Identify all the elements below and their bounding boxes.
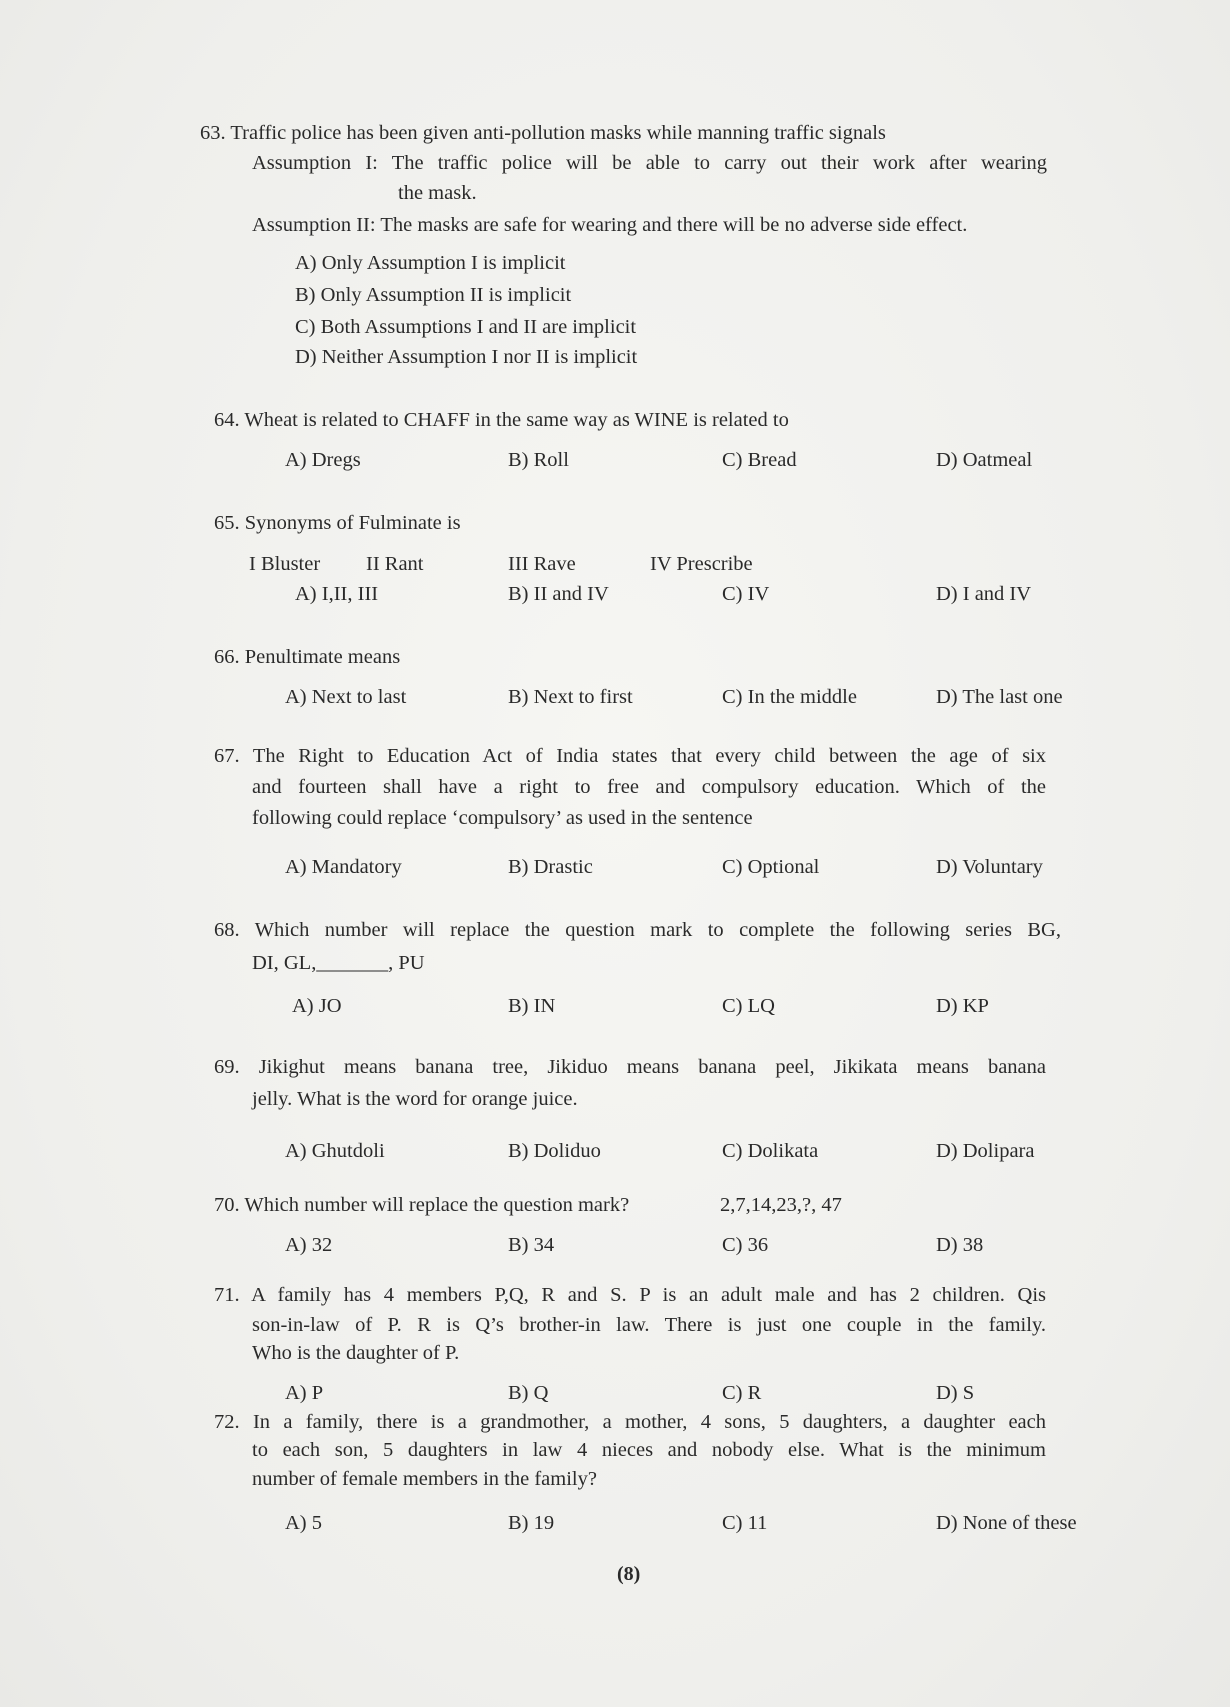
q72-option-b: B) 19 (508, 1512, 555, 1534)
q63-option-c: C) Both Assumptions I and II are implicit (295, 316, 637, 338)
q66-option-b: B) Next to first (508, 686, 633, 708)
q65-item-2: II Rant (366, 553, 424, 575)
q72-option-a: A) 5 (285, 1512, 323, 1534)
q64-option-d: D) Oatmeal (936, 449, 1033, 471)
q68-line-2: DI, GL,_______, PU (252, 952, 425, 974)
q64-option-a: A) Dregs (285, 449, 361, 471)
q63-assumption-1: Assumption I: The traffic police will be able to carry out their work after wearing (252, 152, 1047, 174)
q68-line-1: 68. Which number will replace the question mark to complete the following series BG, (214, 919, 1061, 941)
q70-stem: 70. Which number will replace the question mark? (214, 1194, 630, 1216)
q69-option-c: C) Dolikata (722, 1140, 819, 1162)
q68-option-c: C) LQ (722, 995, 775, 1017)
q63-stem: 63. Traffic police has been given anti-pollution masks while manning traffic signals (200, 122, 886, 144)
q64-option-b: B) Roll (508, 449, 569, 471)
q64-option-c: C) Bread (722, 449, 797, 471)
q72-line-2: to each son, 5 daughters in law 4 nieces and nobody else. What is the minimum (252, 1439, 1046, 1461)
q71-line-3: Who is the daughter of P. (252, 1342, 460, 1364)
q65-option-b: B) II and IV (508, 583, 609, 605)
q72-option-c: C) 11 (722, 1512, 768, 1534)
q71-option-b: B) Q (508, 1382, 549, 1404)
q64-stem: 64. Wheat is related to CHAFF in the same way as WINE is related to (214, 409, 789, 431)
q70-series: 2,7,14,23,?, 47 (720, 1194, 842, 1216)
q67-option-d: D) Voluntary (936, 856, 1043, 878)
q67-line-3: following could replace ‘compulsory’ as used in the sentence (252, 807, 753, 829)
q69-line-1: 69. Jikighut means banana tree, Jikiduo means banana peel, Jikikata means banana (214, 1056, 1046, 1078)
q63-option-a: A) Only Assumption I is implicit (295, 252, 566, 274)
q68-option-d: D) KP (936, 995, 989, 1017)
q66-option-a: A) Next to last (285, 686, 407, 708)
q63-assumption-2: Assumption II: The masks are safe for wearing and there will be no adverse side effect. (252, 214, 968, 236)
q72-line-3: number of female members in the family? (252, 1468, 597, 1490)
q71-option-d: D) S (936, 1382, 975, 1404)
q67-line-1: 67. The Right to Education Act of India states that every child between the age of six (214, 745, 1046, 767)
q70-option-b: B) 34 (508, 1234, 555, 1256)
q63-option-d: D) Neither Assumption I nor II is implicit (295, 346, 638, 368)
q70-option-c: C) 36 (722, 1234, 769, 1256)
q65-option-a: A) I,II, III (295, 583, 379, 605)
page-number: (8) (617, 1563, 641, 1585)
q65-option-c: C) IV (722, 583, 770, 605)
q66-option-d: D) The last one (936, 686, 1063, 708)
q67-line-2: and fourteen shall have a right to free and compulsory education. Which of the (252, 776, 1046, 798)
q65-item-3: III Rave (508, 553, 576, 575)
q67-option-b: B) Drastic (508, 856, 593, 878)
q65-option-d: D) I and IV (936, 583, 1032, 605)
q69-option-a: A) Ghutdoli (285, 1140, 385, 1162)
q71-line-2: son-in-law of P. R is Q’s brother-in law. There is just one couple in the family. (252, 1314, 1046, 1336)
q65-item-1: I Bluster (249, 553, 321, 575)
q63-assumption-1-cont: the mask. (398, 182, 477, 204)
q69-option-d: D) Dolipara (936, 1140, 1035, 1162)
q67-option-a: A) Mandatory (285, 856, 402, 878)
q68-option-a: A) JO (292, 995, 342, 1017)
q71-option-a: A) P (285, 1382, 324, 1404)
q70-option-d: D) 38 (936, 1234, 984, 1256)
q72-line-1: 72. In a family, there is a grandmother, a mother, 4 sons, 5 daughters, a daughter each (214, 1411, 1046, 1433)
q66-option-c: C) In the middle (722, 686, 857, 708)
q68-option-b: B) IN (508, 995, 556, 1017)
q66-stem: 66. Penultimate means (214, 646, 401, 668)
q69-option-b: B) Doliduo (508, 1140, 601, 1162)
q65-stem: 65. Synonyms of Fulminate is (214, 512, 461, 534)
q72-option-d: D) None of these (936, 1512, 1077, 1534)
q70-option-a: A) 32 (285, 1234, 333, 1256)
q69-line-2: jelly. What is the word for orange juice. (252, 1088, 578, 1110)
q71-line-1: 71. A family has 4 members P,Q, R and S. P is an adult male and has 2 children. Qis (214, 1284, 1046, 1306)
q71-option-c: C) R (722, 1382, 762, 1404)
q65-item-4: IV Prescribe (650, 553, 753, 575)
q67-option-c: C) Optional (722, 856, 820, 878)
q63-option-b: B) Only Assumption II is implicit (295, 284, 572, 306)
